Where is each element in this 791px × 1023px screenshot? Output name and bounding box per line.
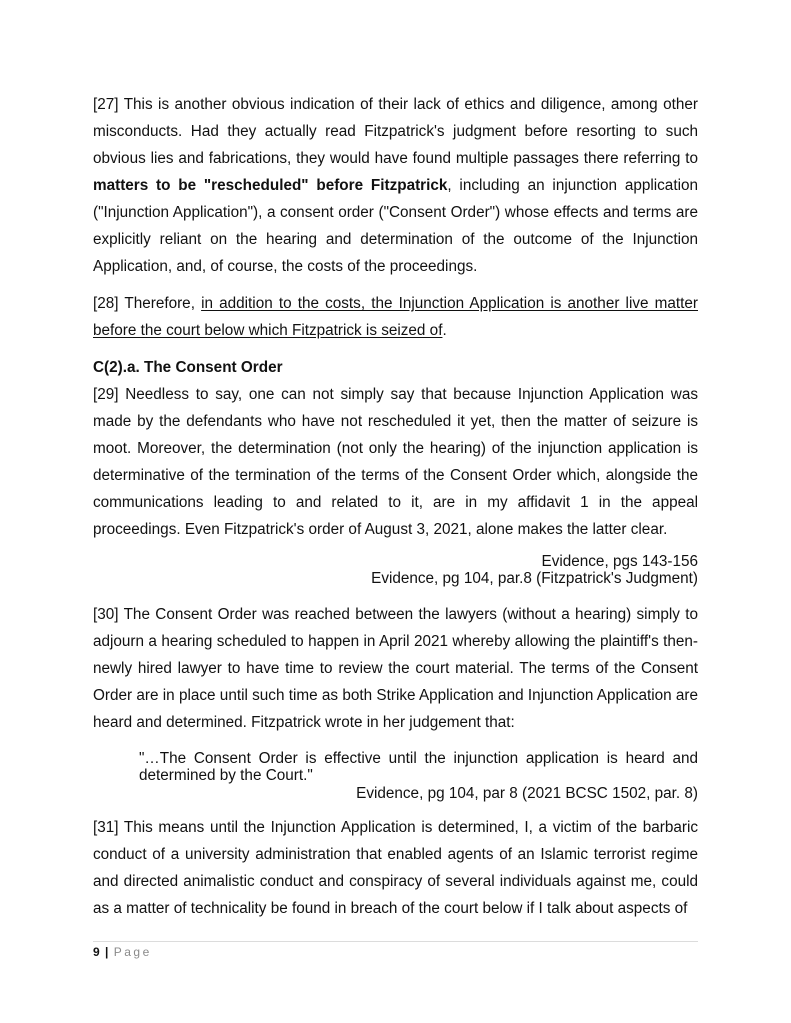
paragraph-27-bold: matters to be "rescheduled" before Fitzpatrick xyxy=(93,177,448,194)
citation: Evidence, pgs 143-156 xyxy=(541,553,698,570)
paragraph-27-lead: [27] This is another obvious indication of their lack of ethics and diligence, among other misconducts. Had they actually read Fitzpatrick's judgment before resorting to such obvious lies and fabrications, they would have found multiple passages there referring to xyxy=(93,96,698,167)
paragraph-27-tail: , including an injunction application ("Injunction Application"), a consent order ("Consent Order") whose effects and terms are explicitly reliant on the hearing and determination of the outcome of the Injunction Application, and, of course, the costs of the proceedings. xyxy=(93,177,698,275)
paragraph-28 xyxy=(93,290,698,344)
block-quote: "…The Consent Order is effective until the injunction application is heard and determined by the Court." xyxy=(139,750,698,784)
quote-citation: Evidence, pg 104, par 8 (2021 BCSC 1502, par. 8) xyxy=(356,785,698,802)
citation: Evidence, pg 104, par.8 (Fitzpatrick's Judgment) xyxy=(371,570,698,587)
paragraph-29-citations xyxy=(93,553,698,587)
paragraph-28-tail: . xyxy=(442,322,447,339)
section-heading: C(2).a. The Consent Order xyxy=(93,359,283,376)
paragraph-29: [29] Needless to say, one can not simply say that because Injunction Application was made by the defendants who have not rescheduled it yet, then the matter of seizure is moot. Moreover, the determination (not only the hearing) of the injunction application is determinative of the termination of the terms of the Consent Order which, alongside the communications leading to and related to it, are in my affidavit 1 in the appeal proceedings. Even Fitzpatrick's order of August 3, 2021, alone makes the latter clear. xyxy=(93,386,698,538)
footer-separator: | xyxy=(105,945,109,959)
page-footer xyxy=(93,945,152,959)
paragraph-28-underlined: in addition to the costs, the Injunction Application is another live matter before the court below which Fitzpatrick is seized of xyxy=(93,295,698,339)
footer-divider xyxy=(93,941,698,942)
page-label: Page xyxy=(113,945,152,959)
document-page xyxy=(93,91,698,922)
page-number: 9 xyxy=(93,945,100,959)
paragraph-30: [30] The Consent Order was reached between the lawyers (without a hearing) simply to adjourn a hearing scheduled to happen in April 2021 whereby allowing the plaintiff's then-newly hired lawyer to have time to review the court material. The terms of the Consent Order are in place until such time as both Strike Application and Injunction Application are heard and determined. Fitzpatrick wrote in her judgement that: xyxy=(93,606,698,731)
paragraph-31: [31] This means until the Injunction Application is determined, I, a victim of the barbaric conduct of a university administration that enabled agents of an Islamic terrorist regime and directed animalistic conduct and conspiracy of several individuals against me, could as a matter of technicality be found in breach of the court below if I talk about aspects of xyxy=(93,819,698,917)
paragraph-27 xyxy=(93,91,698,280)
paragraph-28-lead: [28] Therefore, xyxy=(93,295,202,312)
